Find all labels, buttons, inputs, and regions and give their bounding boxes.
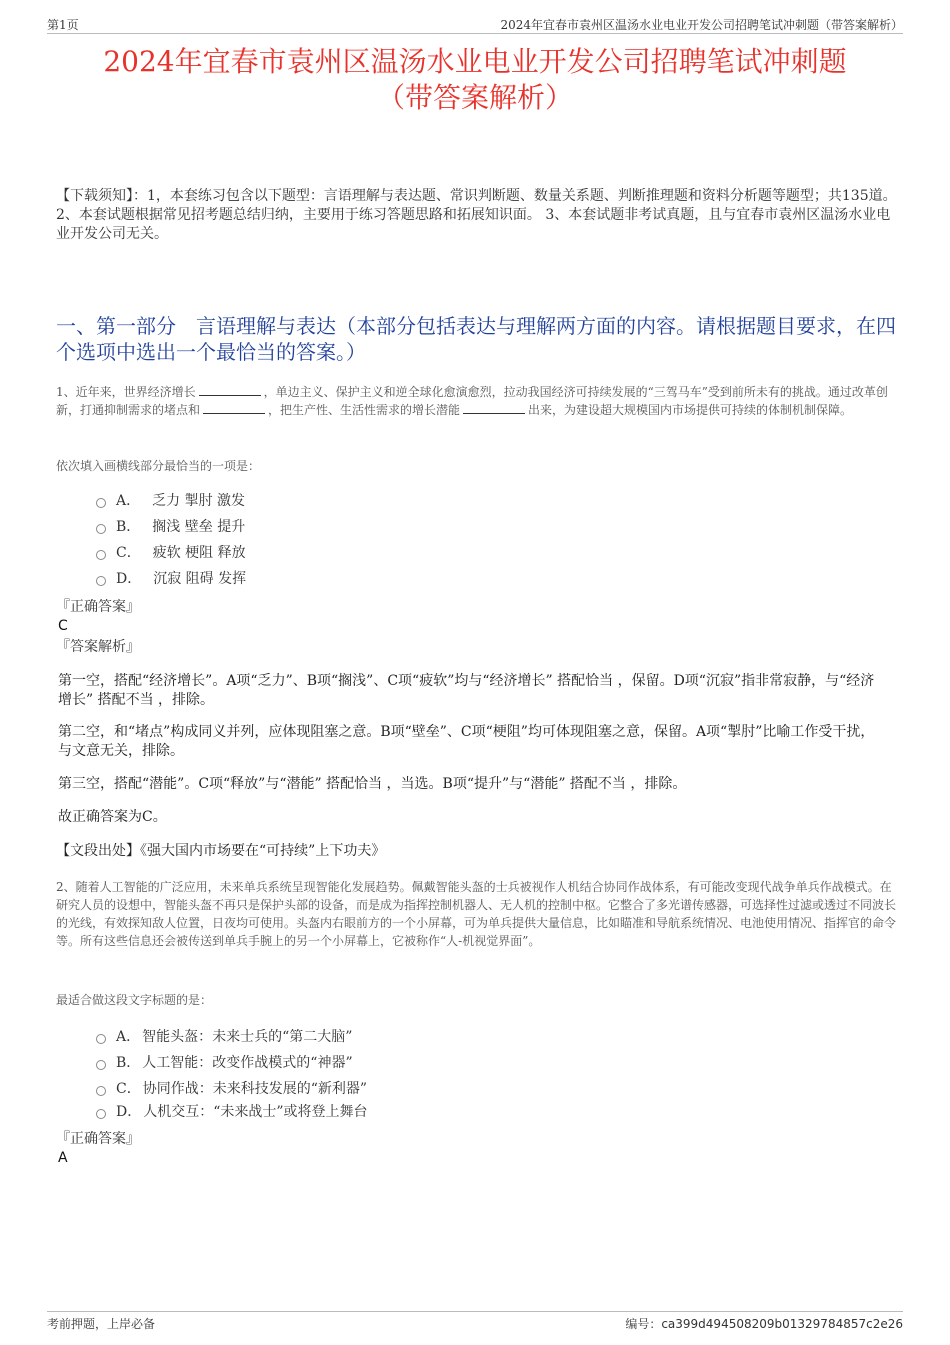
option-text: 疲软 梗阻 释放 <box>152 545 246 561</box>
page-number: 第1页 <box>47 18 79 32</box>
question-1-text-b: ，单边主义、保护主义和逆全球化愈演愈烈，拉动我国经济可持续发展的“三驾马车”受到前所未有的挑战。通过改革创新，打通抑制需求的堵点和 <box>56 385 888 417</box>
footer-code <box>625 1315 903 1332</box>
correct-answer: A <box>58 1150 68 1166</box>
source-citation: 【文段出处】《强大国内市场要在“可持续”上下功夫》 <box>56 843 386 859</box>
correct-answer-label: 『正确答案』 <box>56 1131 140 1147</box>
option-letter: B． <box>116 519 141 535</box>
question-1-text <box>56 383 896 419</box>
option-text: 协同作战：未来科技发展的“新利器” <box>142 1081 368 1097</box>
option-text: 搁浅 壁垒 提升 <box>152 519 246 535</box>
download-notice: 【下载须知】：1，本套练习包含以下题型：言语理解与表达题、常识判断题、数量关系题、判断推理题和资料分析题等题型；共135道。 2、本套试题根据常见招考题总结归纳，主要用于练习答题思路和拓展知识面。 3、本套试题非考试真题，且与宜春市袁州区温汤水业电业开发公司无关。 <box>56 188 897 242</box>
option-letter: A． <box>116 1029 141 1045</box>
correct-answer: C <box>58 618 68 634</box>
document-title-line2: （带答案解析） <box>376 81 573 114</box>
radio-button[interactable] <box>96 576 106 586</box>
radio-button[interactable] <box>96 498 106 508</box>
radio-button[interactable] <box>96 1034 106 1044</box>
option-letter: D． <box>116 1104 142 1120</box>
question-1-prompt: 依次填入画横线部分最恰当的一项是： <box>56 459 261 473</box>
question-2-option-b[interactable] <box>96 1054 353 1072</box>
radio-button[interactable] <box>96 524 106 534</box>
question-1-text-d: 出来，为建设超大规模国内市场提供可持续的体制机制保障。 <box>528 403 853 417</box>
section-title: 一、第一部分 言语理解与表达（本部分包括表达与理解两方面的内容。请根据题目要求，在四个选项中选出一个最恰当的答案。） <box>56 314 896 364</box>
radio-button[interactable] <box>96 1060 106 1070</box>
footer-code-label: 编号： <box>625 1317 662 1331</box>
question-2-option-c[interactable] <box>96 1080 367 1098</box>
option-text: 乏力 掣肘 激发 <box>152 493 246 509</box>
option-text: 人工智能：改变作战模式的“神器” <box>142 1055 353 1071</box>
question-2-prompt: 最适合做这段文字标题的是： <box>56 993 213 1007</box>
analysis-conclusion: 故正确答案为C。 <box>58 809 167 825</box>
blank-line <box>203 402 265 414</box>
question-1-text-a: 1、近年来，世界经济增长 <box>56 385 196 399</box>
document-title-line1: 2024年宜春市袁州区温汤水业电业开发公司招聘笔试冲刺题 <box>103 45 847 78</box>
analysis-paragraph-3: 第三空，搭配“潜能”。C项“释放”与“潜能” 搭配恰当 ，当选。B项“提升”与“潜能” 搭配不当 ，排除。 <box>58 776 687 792</box>
option-text: 智能头盔：未来士兵的“第二大脑” <box>142 1029 353 1045</box>
footer-code-value: ca399d494508209b01329784857c2e26 <box>661 1317 903 1331</box>
option-letter: D． <box>116 571 142 587</box>
footer-slogan: 考前押题，上岸必备 <box>47 1317 156 1331</box>
analysis-label: 『答案解析』 <box>56 639 140 655</box>
radio-button[interactable] <box>96 1086 106 1096</box>
question-1-option-a[interactable] <box>96 492 245 510</box>
radio-button[interactable] <box>96 550 106 560</box>
page-footer <box>47 1311 903 1331</box>
question-2-text: 2、随着人工智能的广泛应用，未来单兵系统呈现智能化发展趋势。佩戴智能头盔的士兵被视作人机结合协同作战体系，有可能改变现代战争单兵作战模式。在研究人员的设想中，智能头盔不再只是保护头部的设备，而是成为指挥控制机器人、无人机的控制中枢。它整合了多光谱传感器，可选择性过滤或透过不同波长的光线，有效探知敌人位置，日夜均可使用。头盔内右眼前方的一个小屏幕，可为单兵提供大量信息，比如瞄准和导航系统情况、电池使用情况、指挥官的命令等。所有这些信息还会被传送到单兵手腕上的另一个小屏幕上，它被称作“人-机视觉界面”。 <box>56 880 897 948</box>
analysis-paragraph-1: 第一空，搭配“经济增长”。A项“乏力”、B项“搁浅”、C项“疲软”均与“经济增长” 搭配恰当 ，保留。D项“沉寂”指非常寂静，与“经济增长” 搭配不当 ，排除。 <box>58 673 875 708</box>
radio-button[interactable] <box>96 1109 106 1119</box>
correct-answer-label: 『正确答案』 <box>56 599 140 615</box>
question-2-option-a[interactable] <box>96 1028 352 1046</box>
option-letter: B． <box>116 1055 141 1071</box>
analysis-paragraph-2: 第二空，和“堵点”构成同义并列，应体现阻塞之意。B项“壁垒”、C项“梗阻”均可体现阻塞之意，保留。A项“掣肘”比喻工作受干扰，与文意无关，排除。 <box>58 724 875 759</box>
question-1-text-c: ，把生产性、生活性需求的增长潜能 <box>268 403 461 417</box>
option-text: 人机交互：“未来战士”或将登上舞台 <box>143 1104 368 1120</box>
question-1-option-c[interactable] <box>96 544 246 562</box>
option-letter: A． <box>116 493 141 509</box>
blank-line <box>463 402 525 414</box>
question-1-option-d[interactable] <box>96 570 246 588</box>
question-2-option-d[interactable] <box>96 1103 368 1121</box>
option-letter: C． <box>116 1081 141 1097</box>
blank-line <box>199 384 261 396</box>
question-1-option-b[interactable] <box>96 518 245 536</box>
page-header <box>47 14 903 34</box>
header-title: 2024年宜春市袁州区温汤水业电业开发公司招聘笔试冲刺题（带答案解析） <box>500 18 903 32</box>
option-letter: C． <box>116 545 141 561</box>
document-title <box>40 44 910 116</box>
option-text: 沉寂 阻碍 发挥 <box>153 571 247 587</box>
